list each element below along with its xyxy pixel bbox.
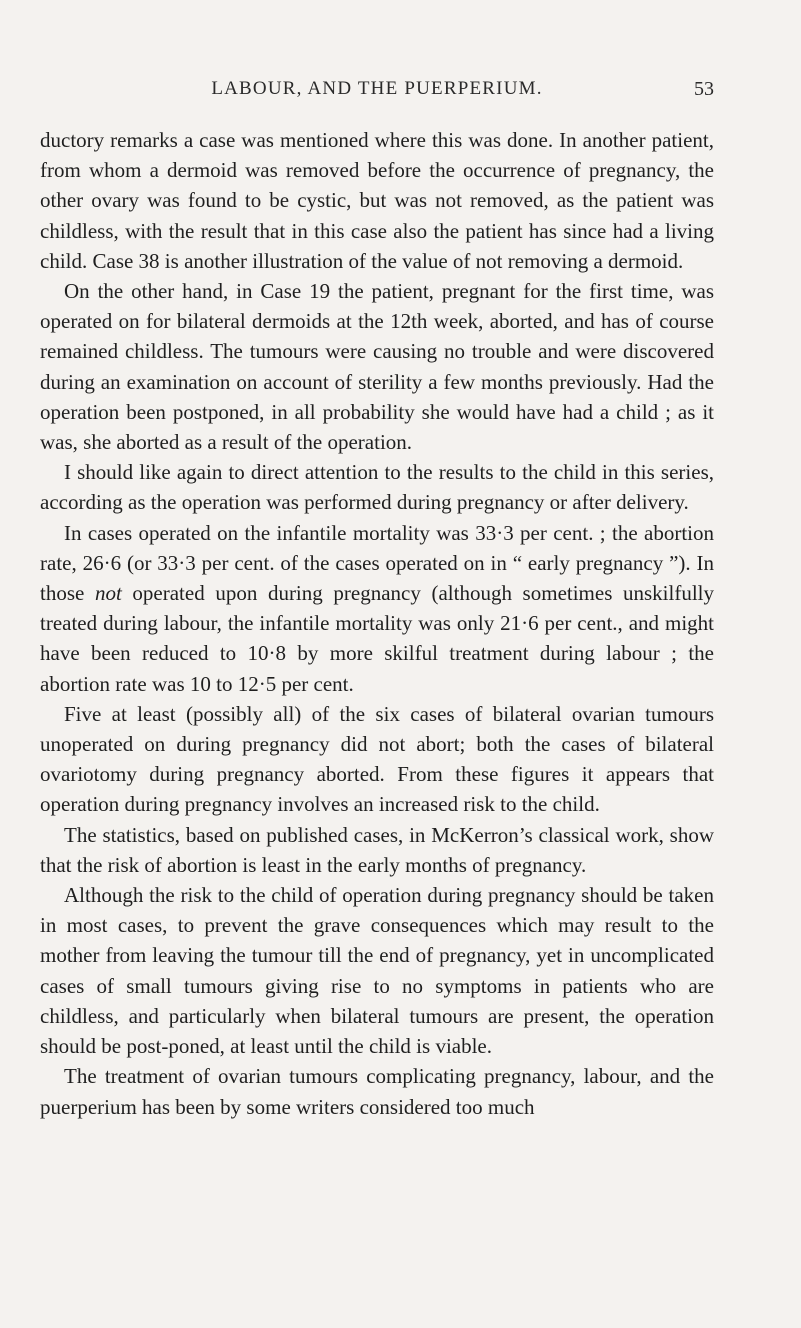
running-title: LABOUR, AND THE PUERPERIUM. bbox=[211, 78, 543, 99]
paragraph-4-emphasis: not bbox=[94, 581, 122, 606]
paragraph-3: I should like again to direct attention to the results to the child in this series, according as the operation was performed during pregnancy or after delivery. bbox=[40, 460, 714, 515]
paragraph-5: Five at least (possibly all) of the six cases of bilateral ovarian tumours unoperated on during pregnancy did not abort; both the cases of bilateral ovariotomy during pregnancy aborted. From these figures it appears that operation during pregnancy involves an increased risk to the child. bbox=[40, 701, 714, 817]
paragraph-4 bbox=[40, 518, 714, 699]
paragraph-4-part-b: operated upon during pregnancy (although sometimes unskilfully treated during labour, the infantile mortality was only 21·6 per cent., and might have been reduced to 10·8 by more skilful treatment during labour ; the abortion rate was 10 to 12·5 per cent. bbox=[40, 581, 715, 696]
paragraph-6: The statistics, based on published cases, in McKerron’s classical work, show that the risk of abortion is least in the early months of pregnancy. bbox=[40, 822, 714, 877]
paragraph-4-part-a: In cases operated on the infantile mortality was 33·3 per cent. ; the abortion rate, 26·6 (or 33·3 per cent. of the cases operated on in “ early pregnancy ”). In those bbox=[40, 520, 714, 606]
paragraph-8: The treatment of ovarian tumours complicating pregnancy, labour, and the puerperium has been by some writers considered too much bbox=[40, 1064, 714, 1119]
paragraph-7: Although the risk to the child of operation during pregnancy should be taken in most cases, to prevent the grave consequences which may result to the mother from leaving the tumour till the end of pregnancy, yet in uncomplicated cases of small tumours giving rise to no symptoms in patients who are childless, and particularly when bilateral tumours are present, the operation should be post-poned, at least until the child is viable. bbox=[40, 883, 714, 1059]
paragraph-1: ductory remarks a case was mentioned where this was done. In another patient, from whom a dermoid was removed before the occurrence of pregnancy, the other ovary was found to be cystic, but was not removed, as the patient was childless, with the result that in this case also the patient has since had a living child. Case 38 is another illustration of the value of not removing a dermoid. bbox=[40, 128, 714, 273]
paragraph-2: On the other hand, in Case 19 the patient, pregnant for the first time, was operated on for bilateral dermoids at the 12th week, aborted, and has of course remained childless. The tumours were causing no trouble and were discovered during an examination on account of sterility a few months previously. Had the operation been postponed, in all probability she would have had a child ; as it was, she aborted as a result of the operation. bbox=[40, 279, 714, 455]
page-number: 53 bbox=[694, 78, 714, 100]
body-text bbox=[40, 125, 714, 1122]
running-header bbox=[40, 78, 714, 108]
